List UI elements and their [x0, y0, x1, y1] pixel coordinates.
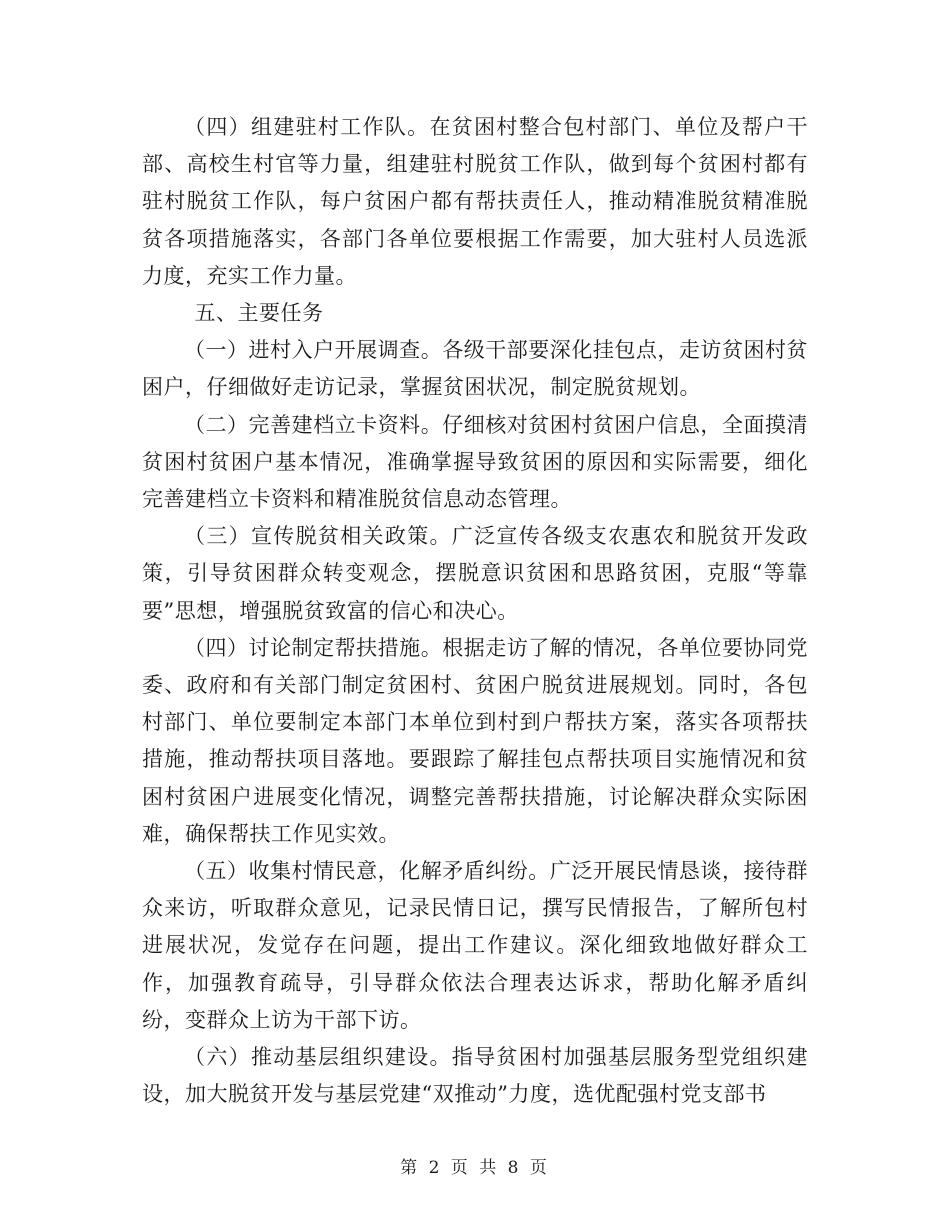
paragraph-file-records: （二）完善建档立卡资料。仔细核对贫困村贫困户信息，全面摸清贫困村贫困户基本情况，准确掌握导致贫困的原因和实际需要，细化完善建档立卡资料和精准脱贫信息动态管理。 — [142, 412, 808, 512]
paragraph-grassroots-organization: （六）推动基层组织建设。指导贫困村加强基层服务型党组织建设，加大脱贫开发与基层党建“双推动”力度，选优配强村党支部书 — [142, 1045, 808, 1107]
paragraph-build-village-team: （四）组建驻村工作队。在贫困村整合包村部门、单位及帮户干部、高校生村官等力量，组建驻村脱贫工作队，做到每个贫困村都有驻村脱贫工作队，每户贫困户都有帮扶责任人，推动精准脱贫精准脱贫各项措施落实，各部门各单位要根据工作需要，加大驻村人员选派力度，充实工作力量。 — [142, 115, 808, 288]
document-body — [142, 109, 808, 1113]
page-number-footer: 第 2 页 共 8 页 — [400, 1158, 550, 1178]
paragraph-assistance-measures: （四）讨论制定帮扶措施。根据走访了解的情况，各单位要协同党委、政府和有关部门制定贫困村、贫困户脱贫进展规划。同时，各包村部门、单位要制定本部门本单位到村到户帮扶方案，落实各项帮扶措施，推动帮扶项目落地。要跟踪了解挂包点帮扶项目实施情况和贫困村贫困户进展变化情况，调整完善帮扶措施，讨论解决群众实际困难，确保帮扶工作见实效。 — [142, 635, 808, 846]
paragraph-household-survey: （一）进村入户开展调查。各级干部要深化挂包点，走访贫困村贫困户，仔细做好走访记录，掌握贫困状况，制定脱贫规划。 — [142, 338, 808, 400]
paragraph-public-opinion: （五）收集村情民意，化解矛盾纠纷。广泛开展民情恳谈，接待群众来访，听取群众意见，记录民情日记，撰写民情报告，了解所包村进展状况，发觉存在问题，提出工作建议。深化细致地做好群众工作，加强教育疏导，引导群众依法合理表达诉求，帮助化解矛盾纠纷，变群众上访为干部下访。 — [142, 859, 808, 1032]
paragraph-policy-promotion: （三）宣传脱贫相关政策。广泛宣传各级支农惠农和脱贫开发政策，引导贫困群众转变观念，摆脱意识贫困和思路贫困，克服“等靠要”思想，增强脱贫致富的信心和决心。 — [142, 524, 808, 623]
section-heading-main-tasks: 五、主要任务 — [194, 301, 324, 326]
